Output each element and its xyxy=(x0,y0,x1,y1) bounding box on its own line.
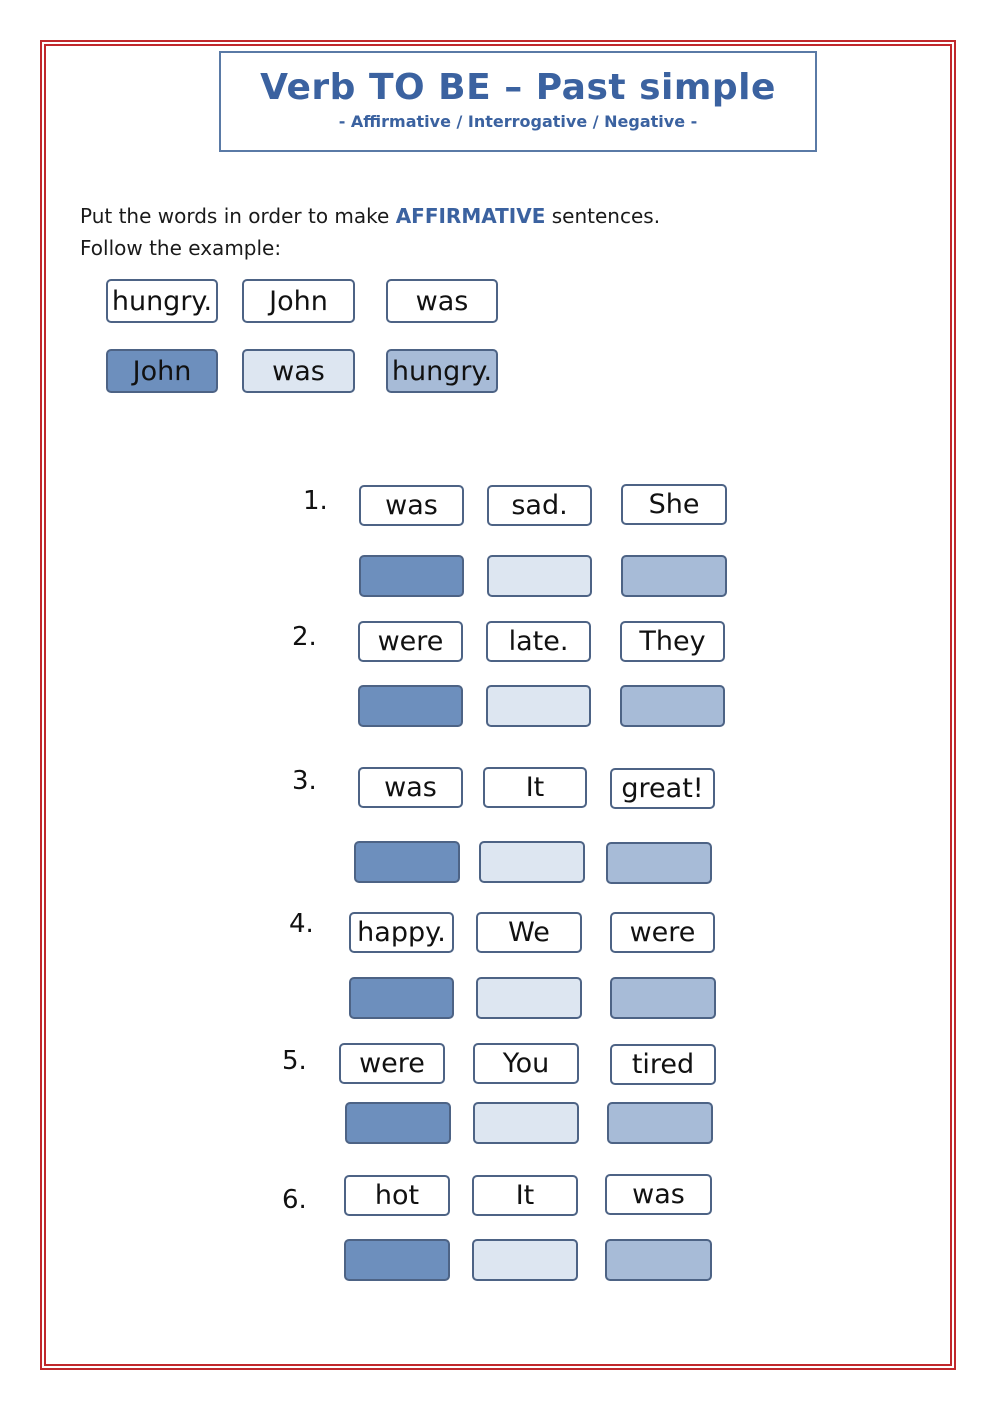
exercise-2-answer-slot-2[interactable] xyxy=(486,685,591,727)
exercise-2-word-1[interactable]: were xyxy=(358,621,463,662)
exercise-number-4: 4. xyxy=(289,909,314,939)
instructions xyxy=(80,200,660,264)
exercise-4-word-2[interactable]: We xyxy=(476,912,582,953)
example-word-box-2: John xyxy=(242,279,355,323)
exercise-3-answer-slot-1[interactable] xyxy=(354,841,460,883)
exercise-2-word-3[interactable]: They xyxy=(620,621,725,662)
exercise-number-2: 2. xyxy=(292,622,317,652)
page-title: Verb TO BE – Past simple xyxy=(260,67,776,108)
exercise-5-word-3[interactable]: tired xyxy=(610,1044,716,1085)
exercise-6-answer-slot-2[interactable] xyxy=(472,1239,578,1281)
instruction-text: Put the words in order to make xyxy=(80,204,396,228)
exercise-5-answer-slot-3[interactable] xyxy=(607,1102,713,1144)
exercise-5-answer-slot-1[interactable] xyxy=(345,1102,451,1144)
exercise-5-word-2[interactable]: You xyxy=(473,1043,579,1084)
exercise-1-word-1[interactable]: was xyxy=(359,485,464,526)
exercise-1-answer-slot-3[interactable] xyxy=(621,555,727,597)
exercise-3-word-3[interactable]: great! xyxy=(610,768,715,809)
example-answer-box-2: was xyxy=(242,349,355,393)
exercise-number-5: 5. xyxy=(282,1046,307,1076)
exercise-6-word-3[interactable]: was xyxy=(605,1174,712,1215)
page-subtitle: - Affirmative / Interrogative / Negative - xyxy=(338,112,698,131)
exercise-4-answer-slot-1[interactable] xyxy=(349,977,454,1019)
exercise-3-word-1[interactable]: was xyxy=(358,767,463,808)
exercise-4-word-3[interactable]: were xyxy=(610,912,715,953)
affirmative-highlight: AFFIRMATIVE xyxy=(395,204,546,228)
exercise-number-1: 1. xyxy=(303,486,328,516)
exercise-4-answer-slot-3[interactable] xyxy=(610,977,716,1019)
example-word-box-3: was xyxy=(386,279,498,323)
instruction-line-2: Follow the example: xyxy=(80,236,282,260)
exercise-4-answer-slot-2[interactable] xyxy=(476,977,582,1019)
exercise-1-word-3[interactable]: She xyxy=(621,484,727,525)
exercise-4-word-1[interactable]: happy. xyxy=(349,912,454,953)
title-box xyxy=(219,51,817,152)
exercise-6-answer-slot-3[interactable] xyxy=(605,1239,712,1281)
exercise-2-answer-slot-3[interactable] xyxy=(620,685,725,727)
exercise-number-6: 6. xyxy=(282,1185,307,1215)
exercise-1-word-2[interactable]: sad. xyxy=(487,485,592,526)
exercise-6-word-1[interactable]: hot xyxy=(344,1175,450,1216)
exercise-2-answer-slot-1[interactable] xyxy=(358,685,463,727)
exercise-3-word-2[interactable]: It xyxy=(483,767,587,808)
exercise-6-answer-slot-1[interactable] xyxy=(344,1239,450,1281)
instruction-line-1 xyxy=(80,200,660,232)
example-answer-box-3: hungry. xyxy=(386,349,498,393)
exercise-3-answer-slot-3[interactable] xyxy=(606,842,712,884)
exercise-5-word-1[interactable]: were xyxy=(339,1043,445,1084)
example-word-box-1: hungry. xyxy=(106,279,218,323)
exercise-6-word-2[interactable]: It xyxy=(472,1175,578,1216)
exercise-5-answer-slot-2[interactable] xyxy=(473,1102,579,1144)
exercise-1-answer-slot-2[interactable] xyxy=(487,555,592,597)
exercise-1-answer-slot-1[interactable] xyxy=(359,555,464,597)
instruction-text-end: sentences. xyxy=(545,204,661,228)
exercise-3-answer-slot-2[interactable] xyxy=(479,841,585,883)
example-answer-box-1: John xyxy=(106,349,218,393)
exercise-number-3: 3. xyxy=(292,766,317,796)
exercise-2-word-2[interactable]: late. xyxy=(486,621,591,662)
